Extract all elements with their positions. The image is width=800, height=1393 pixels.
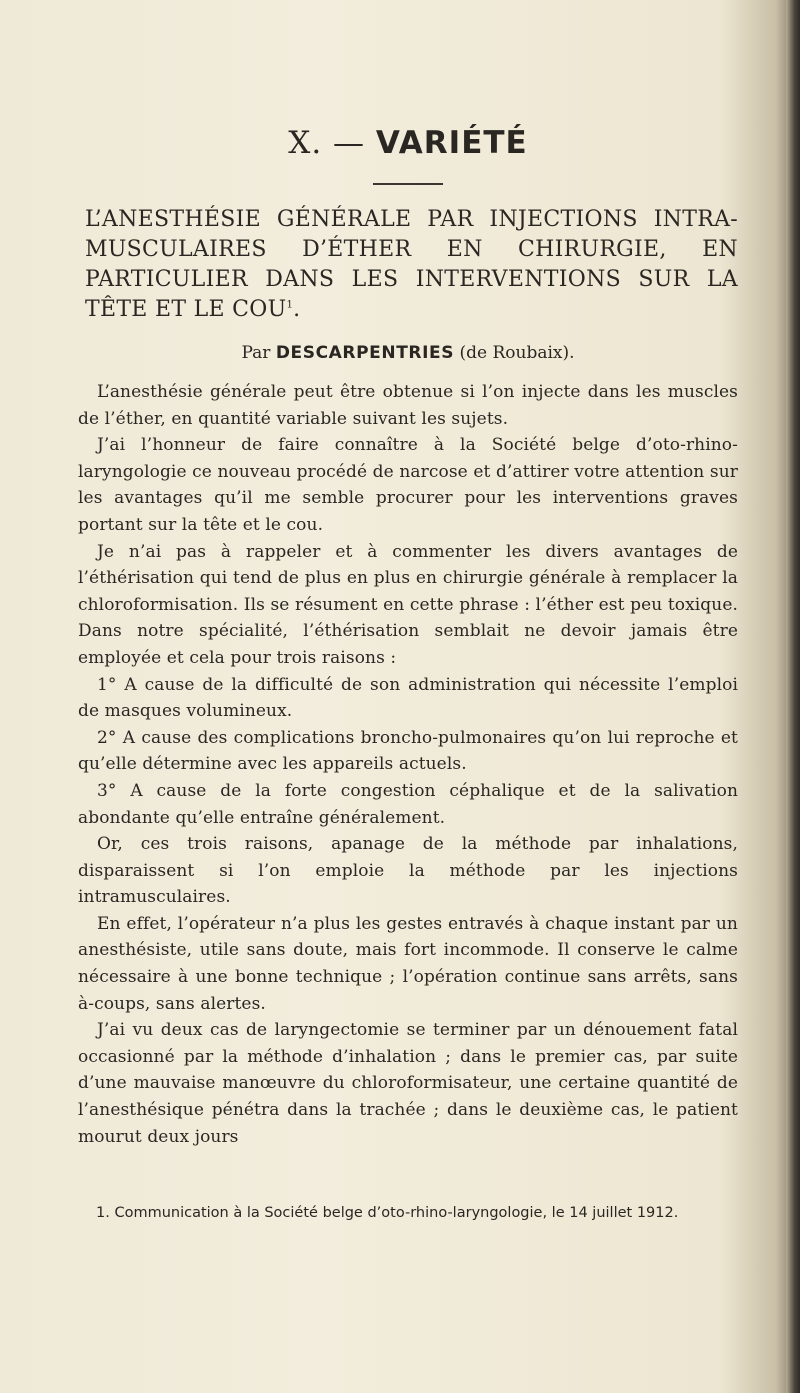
paragraph: En effet, l’opérateur n’a plus les gestes entravés à chaque instant par un anesthésiste, utile sans doute, mais fort incommode. Il conserve le calme nécessaire à une bonne technique ; l’opération continue sans arrêts, sans à-coups, sans alertes. [78,913,738,1014]
byline-prefix: Par [241,343,271,363]
page-content [78,125,738,1150]
paragraph: Je n’ai pas à rappeler et à commenter les divers avantages de l’éthérisation qui tend de plus en plus en chirurgie générale à remplacer la chloroformisation. Ils se résument en cette phrase : l’éther est peu toxique. Dans notre spécialité, l’éthérisation semblait ne devoir jamais être employée et cela pour trois raisons : [78,541,738,668]
paragraph: J’ai l’honneur de faire connaître à la Société belge d’oto-rhino-laryngologie ce nouveau procédé de narcose et d’attirer votre attention sur les avantages qu’il me semble procurer pour les interventions graves portant sur la tête et le cou. [78,435,738,535]
paragraph: 3° A cause de la forte congestion céphalique et de la salivation abondante qu’elle entraîne généralement. [78,780,738,828]
page-edge-shadow [786,0,800,1393]
footnote-marker: 1 [286,299,294,311]
byline [78,343,738,363]
paragraph: 1° A cause de la difficulté de son administration qui nécessite l’emploi de masques volumineux. [78,674,738,722]
paragraph: J’ai vu deux cas de laryngectomie se terminer par un dénouement fatal occasionné par la méthode d’inhalation ; dans le premier cas, par suite d’une mauvaise manœuvre du chloroformisateur, une certaine quantité de l’anesthésique pénétra dans la trachée ; dans le deuxième cas, le patient mourut deux jours [78,1020,738,1147]
paragraph: Or, ces trois raisons, apanage de la méthode par inhalations, disparaissent si l’on emploie la méthode par les injections intramusculaires. [78,834,738,908]
section-heading [78,125,738,161]
article-title-end: . [293,297,301,322]
author-affiliation: (de Roubaix). [459,343,575,363]
section-number: X. — [288,125,366,161]
paragraph: L’anesthésie générale peut être obtenue si l’on injecte dans les muscles de l’éther, en quantité variable suivant les sujets. [78,382,738,429]
article-body [78,379,738,1150]
section-title: VARIÉTÉ [375,125,528,161]
paragraph: 2° A cause des complications broncho-pulmonaires qu’on lui reproche et qu’elle détermine avec les appareils actuels. [78,727,738,775]
heading-divider [373,183,443,185]
author-name: DESCARPENTRIES [275,343,455,363]
article-title [78,205,738,325]
article-title-text: L’ANESTHÉSIE GÉNÉRALE PAR INJECTIONS INTRA-MUSCULAIRES D’ÉTHER EN CHIRURGIE, EN PARTICULIER DANS LES INTERVENTIONS SUR LA TÊTE ET LE COU [85,207,738,322]
footnote: 1. Communication à la Société belge d’oto-rhino-laryngologie, le 14 juillet 1912. [96,1205,679,1221]
